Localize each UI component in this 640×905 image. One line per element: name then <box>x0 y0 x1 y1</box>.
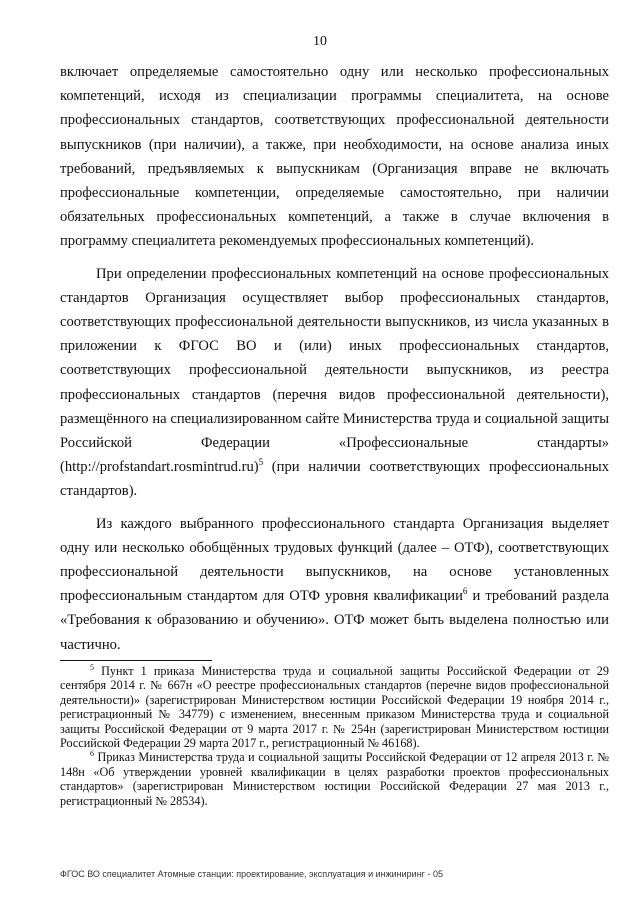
footnote-mark: 6 <box>90 749 94 759</box>
page-footer: ФГОС ВО специалитет Атомные станции: проектирование, эксплуатация и инжиниринг - 05 <box>60 869 443 879</box>
paragraph-generalized-labor-functions <box>60 512 609 657</box>
paragraph-text: (при наличии соответствующих профессиональных стандартов). <box>60 459 609 500</box>
page-number: 10 <box>313 34 327 49</box>
footnote-text: Пункт 1 приказа Министерства труда и социальной защиты Российской Федерации от 29 сентября 2014 г. № 667н «О реестре профессиональных стандартов (перечне видов профессиональной деятельности)» (зарегистрирован Министерством юстиции Российской Федерации 19 ноября 2014 г., регистрационный № 34779) с изменением, внесенным приказом Министерства труда и социальной защиты Российской Федерации от 9 марта 2017 г. № 254н (зарегистрирован Министерством юстиции Российской Федерации 29 марта 2017 г., регистрационный № 46168). <box>60 664 609 751</box>
footnote-separator <box>60 660 212 661</box>
footnote-reference: 5 <box>258 457 264 468</box>
footnote <box>60 664 609 750</box>
footnote-text: Приказ Министерства труда и социальной защиты Российской Федерации от 12 апреля 2013 г. № 148н «Об утверждении уровней квалификации в целях разработки проектов профессиональных стандартов» (зарегистрирован Министерством юстиции Российской Федерации 27 мая 2013 г., регистрационный № 28534). <box>60 750 609 808</box>
paragraph-professional-standards-selection <box>60 262 609 504</box>
paragraph-text: При определении профессиональных компетенций на основе профессиональных стандартов Организация осуществляет выбор профессиональных стандартов, соответствующих профессиональной деятельности выпускников, из числа указанных в приложении к ФГОС ВО и (или) иных профессиональных стандартов, соответствующих профессиональной деятельности выпускников, из реестра профессиональных стандартов (перечня видов профессиональной деятельности), размещённого на специализированном сайте Министерства труда и социальной защиты Российской Федерации «Профессиональные стандарты» (http://profstandart.rosmintrud.ru) <box>60 265 609 476</box>
footnote-mark: 5 <box>90 662 94 672</box>
body-text <box>60 60 609 657</box>
footnote <box>60 750 609 808</box>
footnotes <box>60 664 609 808</box>
paragraph-text: Из каждого выбранного профессионального стандарта Организация выделяет одну или несколько обобщённых трудовых функций (далее – ОТФ), соответствующих профессиональной деятельности выпускников, на основе установленных профессиональным стандартом для ОТФ уровня квалификации <box>60 515 609 605</box>
footnote-reference: 6 <box>462 586 468 597</box>
paragraph-continuation: включает определяемые самостоятельно одну или несколько профессиональных компетенций, исходя из специализации программы специалитета, на основе профессиональных стандартов, соответствующих профессиональной деятельности выпускников (при наличии), а также, при необходимости, на основе анализа иных требований, предъявляемых к выпускникам (Организация вправе не включать профессиональные компетенции, определяемые самостоятельно, при наличии обязательных профессиональных компетенций, а также в случае включения в программу специалитета рекомендуемых профессиональных компетенций). <box>60 64 609 250</box>
paragraph-text: и требований раздела «Требования к образованию и обучению». ОТФ может быть выделена полностью или частично. <box>60 588 609 653</box>
